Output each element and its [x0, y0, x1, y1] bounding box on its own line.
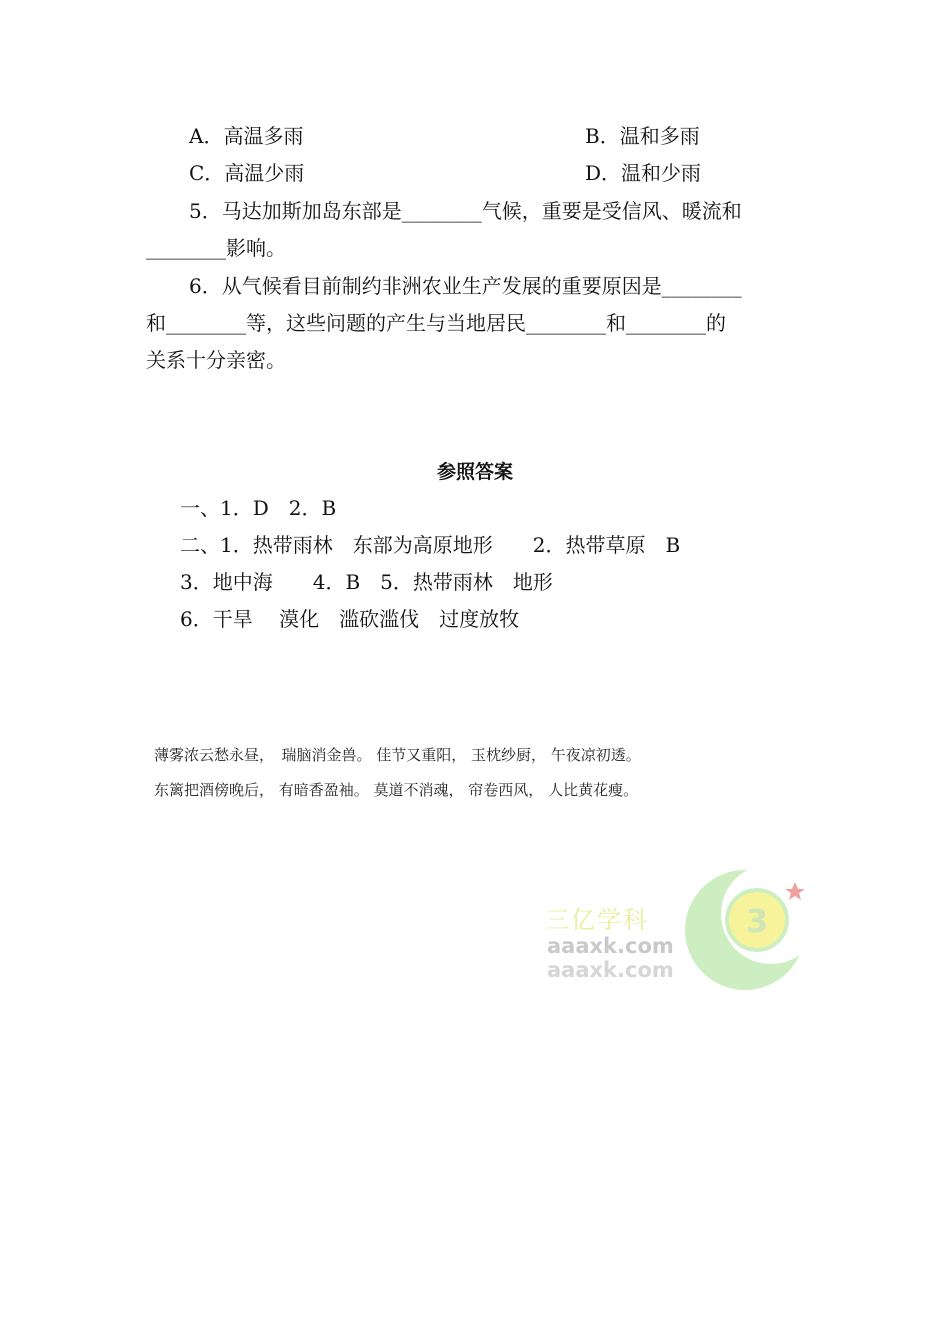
- answer-title: 参照答案: [436, 461, 513, 483]
- answer-line-2: 二、1．热带雨林 东部为高原地形 2．热带草原 B: [180, 533, 681, 557]
- option-b: B．温和多雨: [585, 124, 700, 148]
- question-5-line1: 5．马达加斯加岛东部是________气候，重要是受信风、暖流和: [189, 199, 742, 223]
- logo-url: aaaxk.com: [547, 934, 674, 958]
- poem-line-1: 薄雾浓云愁永昼， 瑞脑消金兽。 佳节又重阳， 玉枕纱厨， 午夜凉初透。: [154, 746, 641, 764]
- poem-line-2: 东篱把酒傍晚后， 有暗香盈袖。 莫道不消魂， 帘卷西风， 人比黄花瘦。: [154, 781, 639, 799]
- answer-line-4: 6．干旱 漠化 滥砍滥伐 过度放牧: [180, 607, 520, 631]
- site-logo-watermark: [545, 862, 815, 1002]
- logo-text: 三亿学科: [545, 906, 649, 934]
- option-d: D．温和少雨: [585, 161, 702, 185]
- logo-badge-number: 3: [745, 902, 769, 940]
- option-c: C．高温少雨: [189, 161, 305, 185]
- option-a: A．高温多雨: [189, 124, 304, 148]
- question-6-line2: 和________等，这些问题的产生与当地居民________和________的: [146, 311, 726, 335]
- question-5-line2: ________影响。: [146, 236, 286, 260]
- answer-line-3: 3．地中海 4．B 5．热带雨林 地形: [180, 570, 553, 594]
- question-6-line1: 6．从气候看目前制约非洲农业生产发展的重要原因是________: [189, 274, 742, 298]
- answer-line-1: 一、1．D 2．B: [180, 496, 337, 520]
- logo-url-reflection: aaaxk.com: [547, 958, 674, 982]
- question-6-line3: 关系十分亲密。: [146, 348, 286, 372]
